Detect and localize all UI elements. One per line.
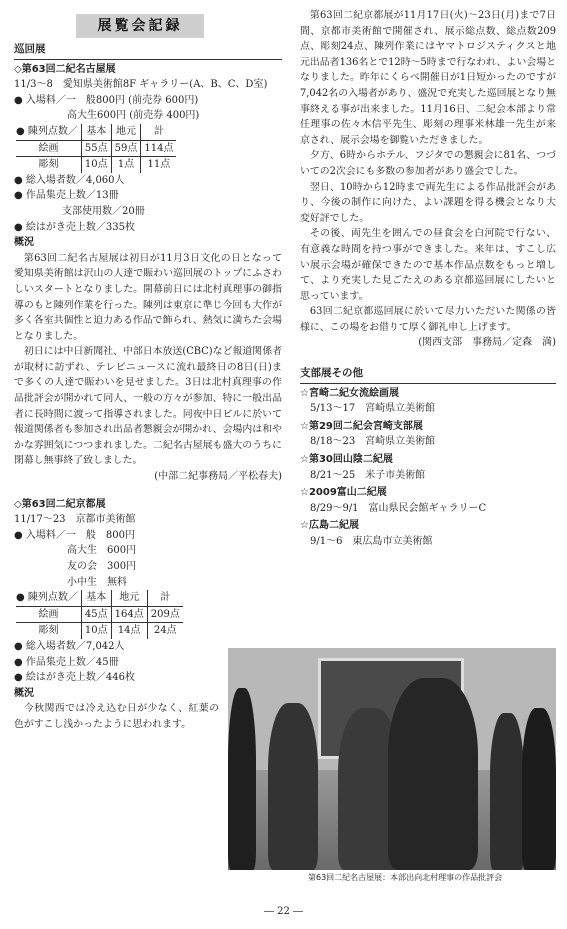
kyoto-summary-heading: 概況	[14, 687, 34, 699]
section-heading-touring: 巡回展	[14, 42, 282, 60]
branch-detail: 8/18～23 宮崎県立美術館	[310, 436, 436, 448]
photo-person	[490, 713, 524, 870]
photo-caption: 第63回二紀名古屋展：本部出向北村理事の作品批評会	[308, 873, 503, 882]
table-cell: 59点	[111, 140, 141, 157]
kyoto-paragraph: 夕方、6時からホテル、フジタでの懇親会に81名、つづいての2次会にも多数の参加者があり盛会でした。	[300, 150, 556, 177]
nagoya-summary-heading: 概況	[14, 237, 34, 249]
photo-person	[268, 703, 318, 870]
kyoto-fee-member: 友の会 300円	[67, 561, 137, 572]
kyoto-paragraph: 今秋関西では冷え込む日が少なく、紅葉の色がすこし浅かったように思われます。	[14, 703, 219, 730]
branch-title: ☆第29回二紀会宮崎支部展	[300, 420, 423, 432]
page-banner: 展覧会記録	[76, 14, 204, 38]
nagoya-catalog-sales: ● 作品集売上数／13冊	[14, 190, 119, 202]
branch-title: ☆2009富山二紀展	[300, 487, 387, 499]
table-cell: 彫刻	[38, 159, 59, 171]
event-title-kyoto: ◇第63回二紀京都展	[14, 498, 106, 510]
table-header: 基本	[81, 124, 111, 140]
table-cell: 11点	[141, 157, 177, 173]
branch-detail: 8/29～9/1 富山県民会館ギャラリーC	[310, 502, 487, 514]
kyoto-fee-general: ● 入場料／一 般 800円	[14, 529, 135, 541]
table-cell: 絵画	[16, 140, 81, 157]
table-header: 計	[147, 590, 183, 606]
table-cell: 絵画	[16, 606, 81, 623]
table-cell: 1点	[111, 157, 141, 173]
kyoto-signature: (関西支部 事務局／定森 満)	[418, 337, 556, 349]
nagoya-exhibit-count-table	[16, 124, 176, 173]
section-heading-branch: 支部展その他	[300, 366, 556, 384]
kyoto-paragraph: その後、両先生を囲んでの昼食会を白河院で行ない、有意義な時間を持つ事ができました。来年は、すこし広い展示会場が確保できたので基本作品点数をもっと増して、より充実した見ごたえのある京都巡回展にしたいと思っています。	[300, 228, 556, 302]
branch-detail: 8/21～25 米子市美術館	[310, 469, 426, 481]
nagoya-paragraph: 初日には中日新聞社、中部日本放送(CBC)など報道関係者が取材に訪ずれ、テレビニュースに流れ最終日の8日(日)まで多くの人達で賑わいを見せました。3日は北村真理事の作品批評会が開かれて同人、一般の方々が参加、特に一般出品者に長時間に渡って指導されました。同夜中日ビルに於いて報道関係者も参加され出品者懇親会が開かれ、会場内は和やかな雰囲気につつまれました。二紀名古屋展も盛大のうちに閉幕し無事終了致しました。	[14, 346, 282, 467]
photo-person	[522, 708, 556, 870]
table-cell: 24点	[147, 623, 183, 639]
nagoya-fee-general: ● 入場料／一 般800円 (前売券 600円)	[14, 94, 199, 106]
table-cell: 164点	[111, 606, 147, 623]
branch-title: ☆広島二紀展	[300, 520, 359, 532]
branch-detail: 9/1～6 東広島市立美術館	[310, 536, 433, 547]
table-cell: 14点	[111, 623, 147, 639]
table-cell: 10点	[81, 623, 111, 639]
photo-person	[388, 678, 478, 870]
event-title-nagoya: ◇第63回二紀名古屋展	[14, 63, 116, 75]
table-cell: 55点	[81, 140, 111, 157]
table-cell: 45点	[81, 606, 111, 623]
nagoya-signature: (中部二紀事務局／平松春夫)	[154, 471, 282, 483]
page-number: ― 22 ―	[263, 906, 304, 917]
table-cell: 209点	[147, 606, 183, 623]
kyoto-paragraph: 63回二紀京都巡回展に於いて尽力いただいた関係の皆様に、この場をお借りて厚く御礼申し上げます。	[300, 306, 556, 333]
nagoya-fee-student: 高大生600円 (前売券 400円)	[67, 110, 200, 122]
kyoto-postcard-sales: ● 絵はがき売上数／446枚	[14, 672, 135, 684]
table-header: 地元	[111, 124, 141, 140]
gallery-photo	[228, 648, 556, 870]
branch-detail: 5/13～17 宮崎県立美術館	[310, 403, 436, 415]
kyoto-venue: 11/17～23 京都市美術館	[14, 514, 136, 526]
table-header: 地元	[111, 590, 147, 606]
table-header: 基本	[81, 590, 111, 606]
left-column	[14, 14, 282, 733]
table-cell: 彫刻	[38, 625, 59, 637]
kyoto-paragraph: 翌日、10時から12時まで両先生による作品批評会があり、今後の制作に向けた、よい課題を得る機会となり大変好評でした。	[300, 181, 556, 224]
kyoto-fee-student: 高大生 600円	[67, 545, 137, 557]
photo-person	[228, 688, 256, 870]
nagoya-venue: 11/3～8 愛知県美術館8F ギャラリー(A、B、C、D室)	[14, 79, 268, 91]
table-header: 計	[141, 124, 177, 140]
nagoya-branch-usage: 支部使用数／20冊	[62, 205, 145, 217]
nagoya-visitors: ● 総入場者数／4,060人	[14, 174, 125, 186]
kyoto-fee-child: 小中生 無料	[67, 576, 127, 588]
kyoto-exhibit-count-table	[16, 590, 183, 639]
kyoto-catalog-sales: ● 作品集売上数／45冊	[14, 656, 119, 668]
kyoto-visitors: ● 総入場者数／7,042人	[14, 640, 125, 652]
table-cell: 10点	[81, 157, 111, 173]
nagoya-paragraph: 第63回二紀名古屋展は初日が11月3日文化の日となって愛知県美術館は沢山の人達で賑わい巡回展のトップにふさわしいスタートとなりました。開幕前日には北村真理事の御指導のもと陳列作業を行った。陳列は東京に準じ今回も大作が多く各室共個性と迫力ある作品で飾られ、熱気に満ちた会場となりました。	[14, 252, 282, 342]
branch-title: ☆宮崎二紀女流絵画展	[300, 387, 399, 399]
table-label: ● 陳列点数／	[16, 124, 81, 140]
nagoya-postcard-sales: ● 絵はがき売上数／335枚	[14, 221, 135, 233]
branch-title: ☆第30回山陰二紀展	[300, 454, 393, 466]
right-column	[300, 8, 556, 550]
kyoto-paragraph: 第63回二紀京都展が11月17日(火)～23日(月)まで7日間、京都市美術館で開催され、展示総点数、総点数209点、彫刻24点、陳列作業にはヤマトロジスティクスと地元出品者136名とで12時～5時まで行なわれ、よい会場となりました。昨年にくらべ開催日が1日短かったのですが7,042名の入場者があり、盛況で充実した巡回展となり無事終える事が出来ました。11月16日、二紀会本部より常任理事の佐々木信平先生、彫刻の理事米林雄一先生が来京され、展示会場を御覧いただきました。	[300, 10, 556, 146]
table-cell: 114点	[141, 140, 177, 157]
table-label: ● 陳列点数／	[16, 590, 81, 606]
